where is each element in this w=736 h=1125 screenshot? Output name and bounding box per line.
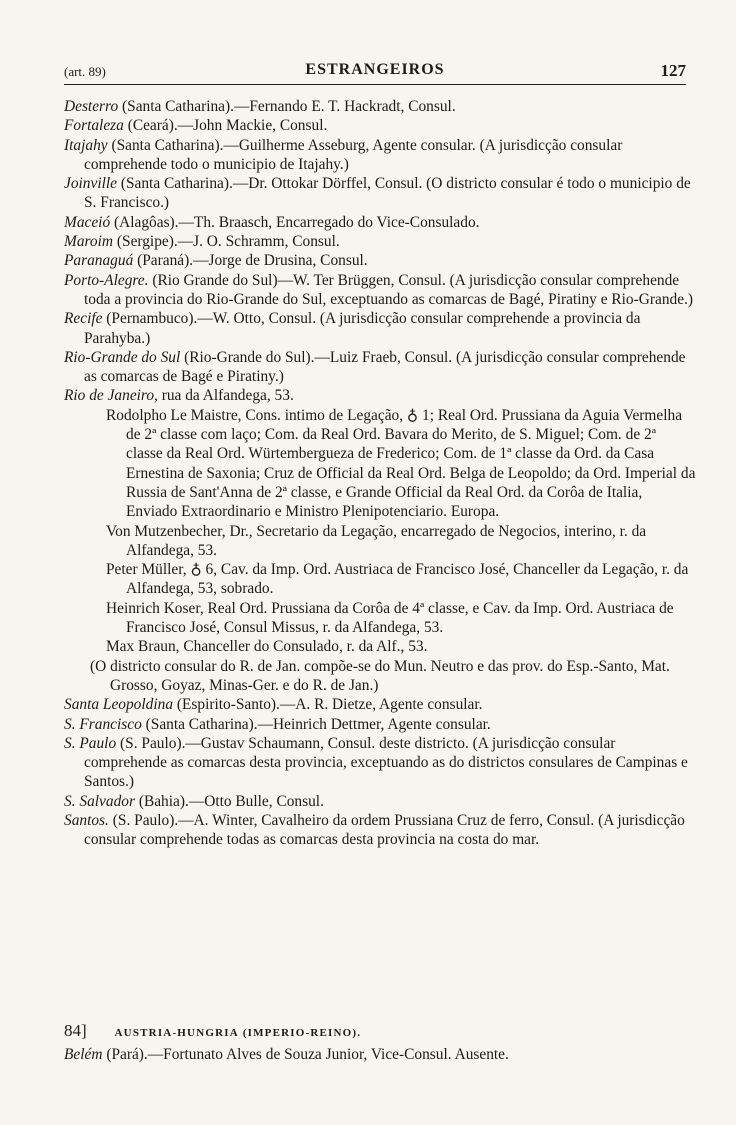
list-item: [64, 734, 696, 792]
page-header: [64, 58, 686, 85]
list-item: [64, 695, 696, 714]
place-name: S. Salvador: [64, 792, 135, 810]
entry-text: (Santa Catharina).—Dr. Ottokar Dörffel, Consul. (O districto consular é todo o municipio de S. Francisco.): [84, 175, 691, 212]
list-item: [64, 348, 696, 387]
page-number: 127: [660, 61, 686, 80]
staff-entry: Peter Müller, ♁ 6, Cav. da Imp. Ord. Austriaca de Francisco José, Chanceller da Legação, r. da Alfandega, 53, sobrado.: [106, 561, 689, 598]
place-name: Rio-Grande do Sul: [64, 348, 181, 366]
place-name: Maroim: [64, 233, 114, 251]
place-name: Itajahy: [64, 136, 108, 154]
district-note: (O districto consular do R. de Jan. compõe-se do Mun. Neutro e das prov. do Esp.-Santo, Mat. Grosso, Goyaz, Minas-Ger. e do R. de Jan.): [90, 657, 670, 694]
place-name: Paranaguá: [64, 252, 134, 270]
list-item: [64, 232, 696, 251]
section-number: 84]: [64, 1021, 87, 1040]
section-subtitle: (IMPERIO-REINO).: [242, 1027, 362, 1039]
entry-text: (Espirito-Santo).—A. R. Dietze, Agente consular.: [173, 696, 483, 714]
list-item: [64, 97, 696, 116]
list-item: [64, 792, 696, 811]
entry-text: (Pará).—Fortunato Alves de Souza Junior, Vice-Consul. Ausente.: [102, 1046, 509, 1063]
staff-entry: Rodolpho Le Maistre, Cons. intimo de Legação, ♁ 1; Real Ord. Prussiana da Aguia Vermelha de 2ª classe com laço; Com. da Real Ord. Bavara do Merito, de S. Miguel; Com. de 2ª classe da Real Ord. Würtembergueza de Frederico; Com. de 1ª classe da Ord. da Casa Ernestina de Saxonia; Cruz de Official da Real Ord. Belga de Leopoldo; da Ord. Imperial da Russia de Sant'Anna de 2ª classe, e Grande Official da Real Ord. da Corôa de Italia, Enviado Extraordinario e Ministro Plenipotenciario. Europa.: [106, 406, 696, 521]
entry-text: (Rio-Grande do Sul).—Luiz Fraeb, Consul. (A jurisdicção consular comprehende as comarcas de Bagé e Piratiny.): [84, 348, 686, 386]
place-name: Belém: [64, 1046, 103, 1063]
entry-text: (Paraná).—Jorge de Drusina, Consul.: [133, 252, 368, 270]
place-name: Joinville: [64, 175, 117, 193]
entry-text: (Alagôas).—Th. Braasch, Encarregado do Vice-Consulado.: [110, 213, 480, 231]
staff-entry: Heinrich Koser, Real Ord. Prussiana da Corôa de 4ª classe, e Cav. da Imp. Ord. Austriaca de Francisco José, Consul Missus, r. da Alfandega, 53.: [106, 599, 674, 637]
entry-text: (S. Paulo).—Gustav Schaumann, Consul. deste districto. (A jurisdicção consular comprehende as comarcas desta provincia, exceptuando as do districtos consulares de Campinas e Santos.): [84, 734, 688, 791]
place-name: S. Francisco: [64, 715, 142, 733]
place-name: Santa Leopoldina: [64, 696, 174, 714]
entry-text: (Ceará).—John Mackie, Consul.: [123, 117, 328, 135]
place-name: Santos.: [64, 811, 109, 829]
place-name: Desterro: [64, 98, 119, 115]
entry-text: (Pernambuco).—W. Otto, Consul. (A jurisdicção consular comprehende a provincia da Parahyba.): [84, 310, 641, 347]
place-name: Fortaleza: [64, 117, 124, 135]
entry-text: (Rio Grande do Sul)—W. Ter Brüggen, Consul. (A jurisdicção consular comprehende toda a provincia do Rio-Grande do Sul, exceptuando as comarcas de Bagé, Piratiny e Rio-Grande.): [84, 271, 694, 308]
place-name: Porto-Alegre.: [64, 271, 149, 289]
place-name: Rio de Janeiro,: [64, 387, 158, 405]
place-name: Maceió: [64, 213, 111, 231]
place-name: Recife: [64, 310, 103, 328]
staff-entry: Max Braun, Chanceller do Consulado, r. da Alf., 53.: [106, 638, 428, 656]
entry-text: (Sergipe).—J. O. Schramm, Consul.: [113, 233, 340, 251]
list-item: [64, 811, 696, 850]
staff-entry: Von Mutzenbecher, Dr., Secretario da Legação, encarregado de Negocios, interino, r. da Alfandega, 53.: [106, 522, 647, 559]
entry-text: (Santa Catharina).—Guilherme Asseburg, Agente consular. (A jurisdicção consular comprehende todo o municipio de Itajahy.): [84, 136, 623, 173]
article-reference: (art. 89): [64, 64, 106, 79]
list-item: [64, 715, 696, 734]
list-item: [64, 116, 696, 135]
list-item: [64, 174, 696, 213]
list-item: [64, 1044, 696, 1065]
entry-text: (Santa Catharina).—Heinrich Dettmer, Agente consular.: [141, 715, 491, 733]
list-item: [64, 213, 696, 232]
section-heading: [64, 1020, 696, 1044]
list-item: [64, 271, 696, 310]
entry-text: (Santa Catharina).—Fernando E. T. Hackradt, Consul.: [118, 98, 456, 115]
place-name: S. Paulo: [64, 734, 117, 752]
list-item: [64, 309, 696, 348]
entry-text: (Bahia).—Otto Bulle, Consul.: [134, 792, 324, 810]
consulate-listing: [64, 97, 696, 850]
entry-text: rua da Alfandega, 53.: [157, 387, 294, 405]
list-item: [64, 136, 696, 175]
page-title: ESTRANGEIROS: [305, 61, 445, 78]
austria-hungria-section: [64, 1020, 696, 1065]
list-item: [64, 386, 696, 405]
section-title: AUSTRIA-HUNGRIA: [114, 1027, 239, 1039]
entry-text: (S. Paulo).—A. Winter, Cavalheiro da ordem Prussiana Cruz de ferro, Consul. (A jurisdicção consular comprehende todas as comarcas desta provincia na costa do mar.: [84, 811, 685, 849]
list-item: [64, 251, 696, 270]
